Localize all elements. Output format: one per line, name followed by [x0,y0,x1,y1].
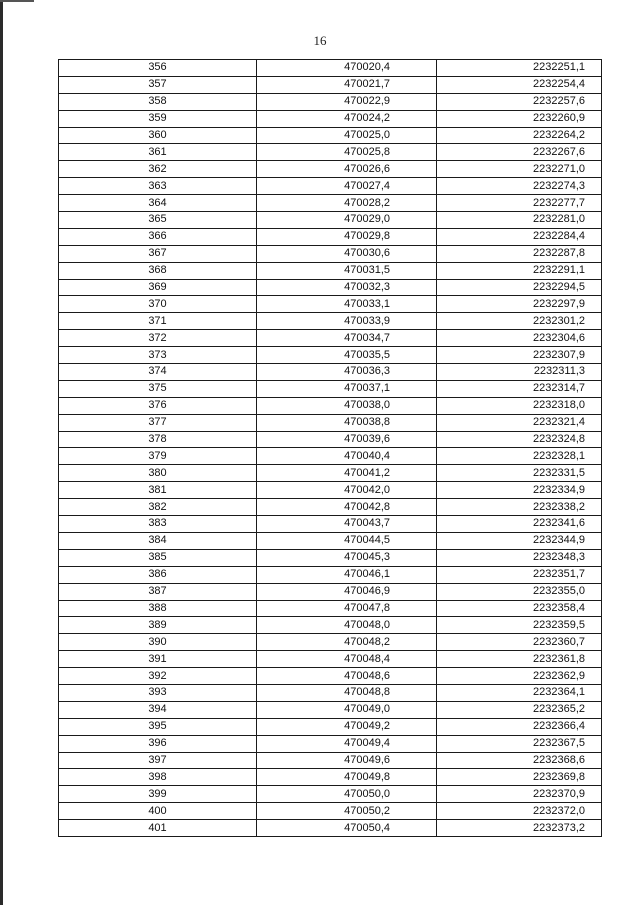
y-coordinate-cell: 2232365,2 [437,701,602,718]
table-row [59,566,602,583]
point-number-cell: 382 [59,499,257,516]
table-row [59,634,602,651]
x-coordinate-cell: 470034,7 [257,330,437,347]
y-coordinate-cell: 2232372,0 [437,803,602,820]
y-coordinate-cell: 2232287,8 [437,245,602,262]
x-coordinate-cell: 470048,2 [257,634,437,651]
table-row [59,228,602,245]
y-coordinate-cell: 2232260,9 [437,110,602,127]
x-coordinate-cell: 470036,3 [257,364,437,381]
table-row [59,364,602,381]
x-coordinate-cell: 470024,2 [257,110,437,127]
x-coordinate-cell: 470050,4 [257,820,437,837]
point-number-cell: 395 [59,718,257,735]
table-row [59,296,602,313]
table-row [59,431,602,448]
point-number-cell: 387 [59,583,257,600]
y-coordinate-cell: 2232328,1 [437,448,602,465]
table-row [59,786,602,803]
y-coordinate-cell: 2232369,8 [437,769,602,786]
y-coordinate-cell: 2232318,0 [437,397,602,414]
x-coordinate-cell: 470021,7 [257,76,437,93]
y-coordinate-cell: 2232284,4 [437,228,602,245]
x-coordinate-cell: 470029,0 [257,212,437,229]
table-row [59,482,602,499]
table-row [59,127,602,144]
x-coordinate-cell: 470026,6 [257,161,437,178]
y-coordinate-cell: 2232334,9 [437,482,602,499]
y-coordinate-cell: 2232355,0 [437,583,602,600]
y-coordinate-cell: 2232358,4 [437,600,602,617]
point-number-cell: 365 [59,212,257,229]
point-number-cell: 383 [59,516,257,533]
y-coordinate-cell: 2232331,5 [437,465,602,482]
y-coordinate-cell: 2232294,5 [437,279,602,296]
point-number-cell: 398 [59,769,257,786]
table-row [59,161,602,178]
x-coordinate-cell: 470049,6 [257,752,437,769]
x-coordinate-cell: 470046,9 [257,583,437,600]
y-coordinate-cell: 2232311,3 [437,364,602,381]
x-coordinate-cell: 470029,8 [257,228,437,245]
y-coordinate-cell: 2232360,7 [437,634,602,651]
x-coordinate-cell: 470025,0 [257,127,437,144]
y-coordinate-cell: 2232301,2 [437,313,602,330]
point-number-cell: 375 [59,380,257,397]
y-coordinate-cell: 2232324,8 [437,431,602,448]
x-coordinate-cell: 470020,4 [257,60,437,77]
point-number-cell: 360 [59,127,257,144]
y-coordinate-cell: 2232277,7 [437,195,602,212]
y-coordinate-cell: 2232359,5 [437,617,602,634]
y-coordinate-cell: 2232364,1 [437,684,602,701]
point-number-cell: 359 [59,110,257,127]
x-coordinate-cell: 470050,2 [257,803,437,820]
x-coordinate-cell: 470030,6 [257,245,437,262]
x-coordinate-cell: 470027,4 [257,178,437,195]
x-coordinate-cell: 470050,0 [257,786,437,803]
table-row [59,532,602,549]
y-coordinate-cell: 2232307,9 [437,347,602,364]
point-number-cell: 385 [59,549,257,566]
y-coordinate-cell: 2232264,2 [437,127,602,144]
table-row [59,178,602,195]
x-coordinate-cell: 470042,8 [257,499,437,516]
scan-edge-top [0,0,34,2]
point-number-cell: 367 [59,245,257,262]
scan-edge-left [0,0,3,905]
point-number-cell: 400 [59,803,257,820]
x-coordinate-cell: 470048,4 [257,651,437,668]
table-row [59,313,602,330]
point-number-cell: 389 [59,617,257,634]
point-number-cell: 397 [59,752,257,769]
x-coordinate-cell: 470038,0 [257,397,437,414]
table-row [59,465,602,482]
y-coordinate-cell: 2232373,2 [437,820,602,837]
table-row [59,212,602,229]
x-coordinate-cell: 470025,8 [257,144,437,161]
point-number-cell: 357 [59,76,257,93]
y-coordinate-cell: 2232361,8 [437,651,602,668]
x-coordinate-cell: 470039,6 [257,431,437,448]
x-coordinate-cell: 470037,1 [257,380,437,397]
x-coordinate-cell: 470045,3 [257,549,437,566]
x-coordinate-cell: 470042,0 [257,482,437,499]
point-number-cell: 390 [59,634,257,651]
x-coordinate-cell: 470033,9 [257,313,437,330]
point-number-cell: 392 [59,668,257,685]
y-coordinate-cell: 2232338,2 [437,499,602,516]
point-number-cell: 370 [59,296,257,313]
x-coordinate-cell: 470046,1 [257,566,437,583]
x-coordinate-cell: 470047,8 [257,600,437,617]
y-coordinate-cell: 2232314,7 [437,380,602,397]
point-number-cell: 388 [59,600,257,617]
point-number-cell: 379 [59,448,257,465]
y-coordinate-cell: 2232341,6 [437,516,602,533]
x-coordinate-cell: 470049,4 [257,735,437,752]
point-number-cell: 362 [59,161,257,178]
point-number-cell: 361 [59,144,257,161]
x-coordinate-cell: 470041,2 [257,465,437,482]
x-coordinate-cell: 470028,2 [257,195,437,212]
table-row [59,397,602,414]
table-row [59,516,602,533]
table-row [59,380,602,397]
point-number-cell: 374 [59,364,257,381]
point-number-cell: 363 [59,178,257,195]
point-number-cell: 369 [59,279,257,296]
x-coordinate-cell: 470048,8 [257,684,437,701]
point-number-cell: 364 [59,195,257,212]
table-row [59,668,602,685]
table-row [59,752,602,769]
table-row [59,549,602,566]
table-row [59,735,602,752]
y-coordinate-cell: 2232257,6 [437,93,602,110]
x-coordinate-cell: 470031,5 [257,262,437,279]
table-row [59,718,602,735]
x-coordinate-cell: 470040,4 [257,448,437,465]
x-coordinate-cell: 470049,8 [257,769,437,786]
point-number-cell: 356 [59,60,257,77]
table-row [59,262,602,279]
y-coordinate-cell: 2232271,0 [437,161,602,178]
table-row [59,414,602,431]
table-row [59,60,602,77]
table-row [59,110,602,127]
table-row [59,144,602,161]
table-row [59,769,602,786]
table-row [59,617,602,634]
x-coordinate-cell: 470038,8 [257,414,437,431]
y-coordinate-cell: 2232291,1 [437,262,602,279]
x-coordinate-cell: 470048,0 [257,617,437,634]
x-coordinate-cell: 470044,5 [257,532,437,549]
table-row [59,499,602,516]
y-coordinate-cell: 2232274,3 [437,178,602,195]
y-coordinate-cell: 2232362,9 [437,668,602,685]
point-number-cell: 381 [59,482,257,499]
y-coordinate-cell: 2232251,1 [437,60,602,77]
y-coordinate-cell: 2232368,6 [437,752,602,769]
table-row [59,448,602,465]
y-coordinate-cell: 2232370,9 [437,786,602,803]
x-coordinate-cell: 470048,6 [257,668,437,685]
table-row [59,701,602,718]
y-coordinate-cell: 2232321,4 [437,414,602,431]
table-row [59,820,602,837]
table-row [59,803,602,820]
x-coordinate-cell: 470022,9 [257,93,437,110]
point-number-cell: 376 [59,397,257,414]
point-number-cell: 368 [59,262,257,279]
table-row [59,93,602,110]
point-number-cell: 373 [59,347,257,364]
point-number-cell: 378 [59,431,257,448]
point-number-cell: 377 [59,414,257,431]
table-row [59,651,602,668]
x-coordinate-cell: 470049,0 [257,701,437,718]
y-coordinate-cell: 2232267,6 [437,144,602,161]
point-number-cell: 366 [59,228,257,245]
y-coordinate-cell: 2232348,3 [437,549,602,566]
point-number-cell: 380 [59,465,257,482]
y-coordinate-cell: 2232351,7 [437,566,602,583]
x-coordinate-cell: 470043,7 [257,516,437,533]
point-number-cell: 399 [59,786,257,803]
y-coordinate-cell: 2232304,6 [437,330,602,347]
table-row [59,347,602,364]
y-coordinate-cell: 2232344,9 [437,532,602,549]
coordinates-table-body [59,60,602,837]
table-row [59,330,602,347]
page-number: 16 [313,33,327,48]
table-row [59,684,602,701]
x-coordinate-cell: 470049,2 [257,718,437,735]
x-coordinate-cell: 470035,5 [257,347,437,364]
y-coordinate-cell: 2232367,5 [437,735,602,752]
y-coordinate-cell: 2232281,0 [437,212,602,229]
table-row [59,583,602,600]
point-number-cell: 386 [59,566,257,583]
point-number-cell: 393 [59,684,257,701]
y-coordinate-cell: 2232366,4 [437,718,602,735]
point-number-cell: 372 [59,330,257,347]
point-number-cell: 371 [59,313,257,330]
point-number-cell: 384 [59,532,257,549]
point-number-cell: 401 [59,820,257,837]
table-row [59,76,602,93]
point-number-cell: 358 [59,93,257,110]
x-coordinate-cell: 470033,1 [257,296,437,313]
table-row [59,195,602,212]
point-number-cell: 396 [59,735,257,752]
point-number-cell: 394 [59,701,257,718]
table-row [59,245,602,262]
table-row [59,600,602,617]
point-number-cell: 391 [59,651,257,668]
y-coordinate-cell: 2232254,4 [437,76,602,93]
x-coordinate-cell: 470032,3 [257,279,437,296]
coordinates-table [58,59,602,837]
table-row [59,279,602,296]
y-coordinate-cell: 2232297,9 [437,296,602,313]
